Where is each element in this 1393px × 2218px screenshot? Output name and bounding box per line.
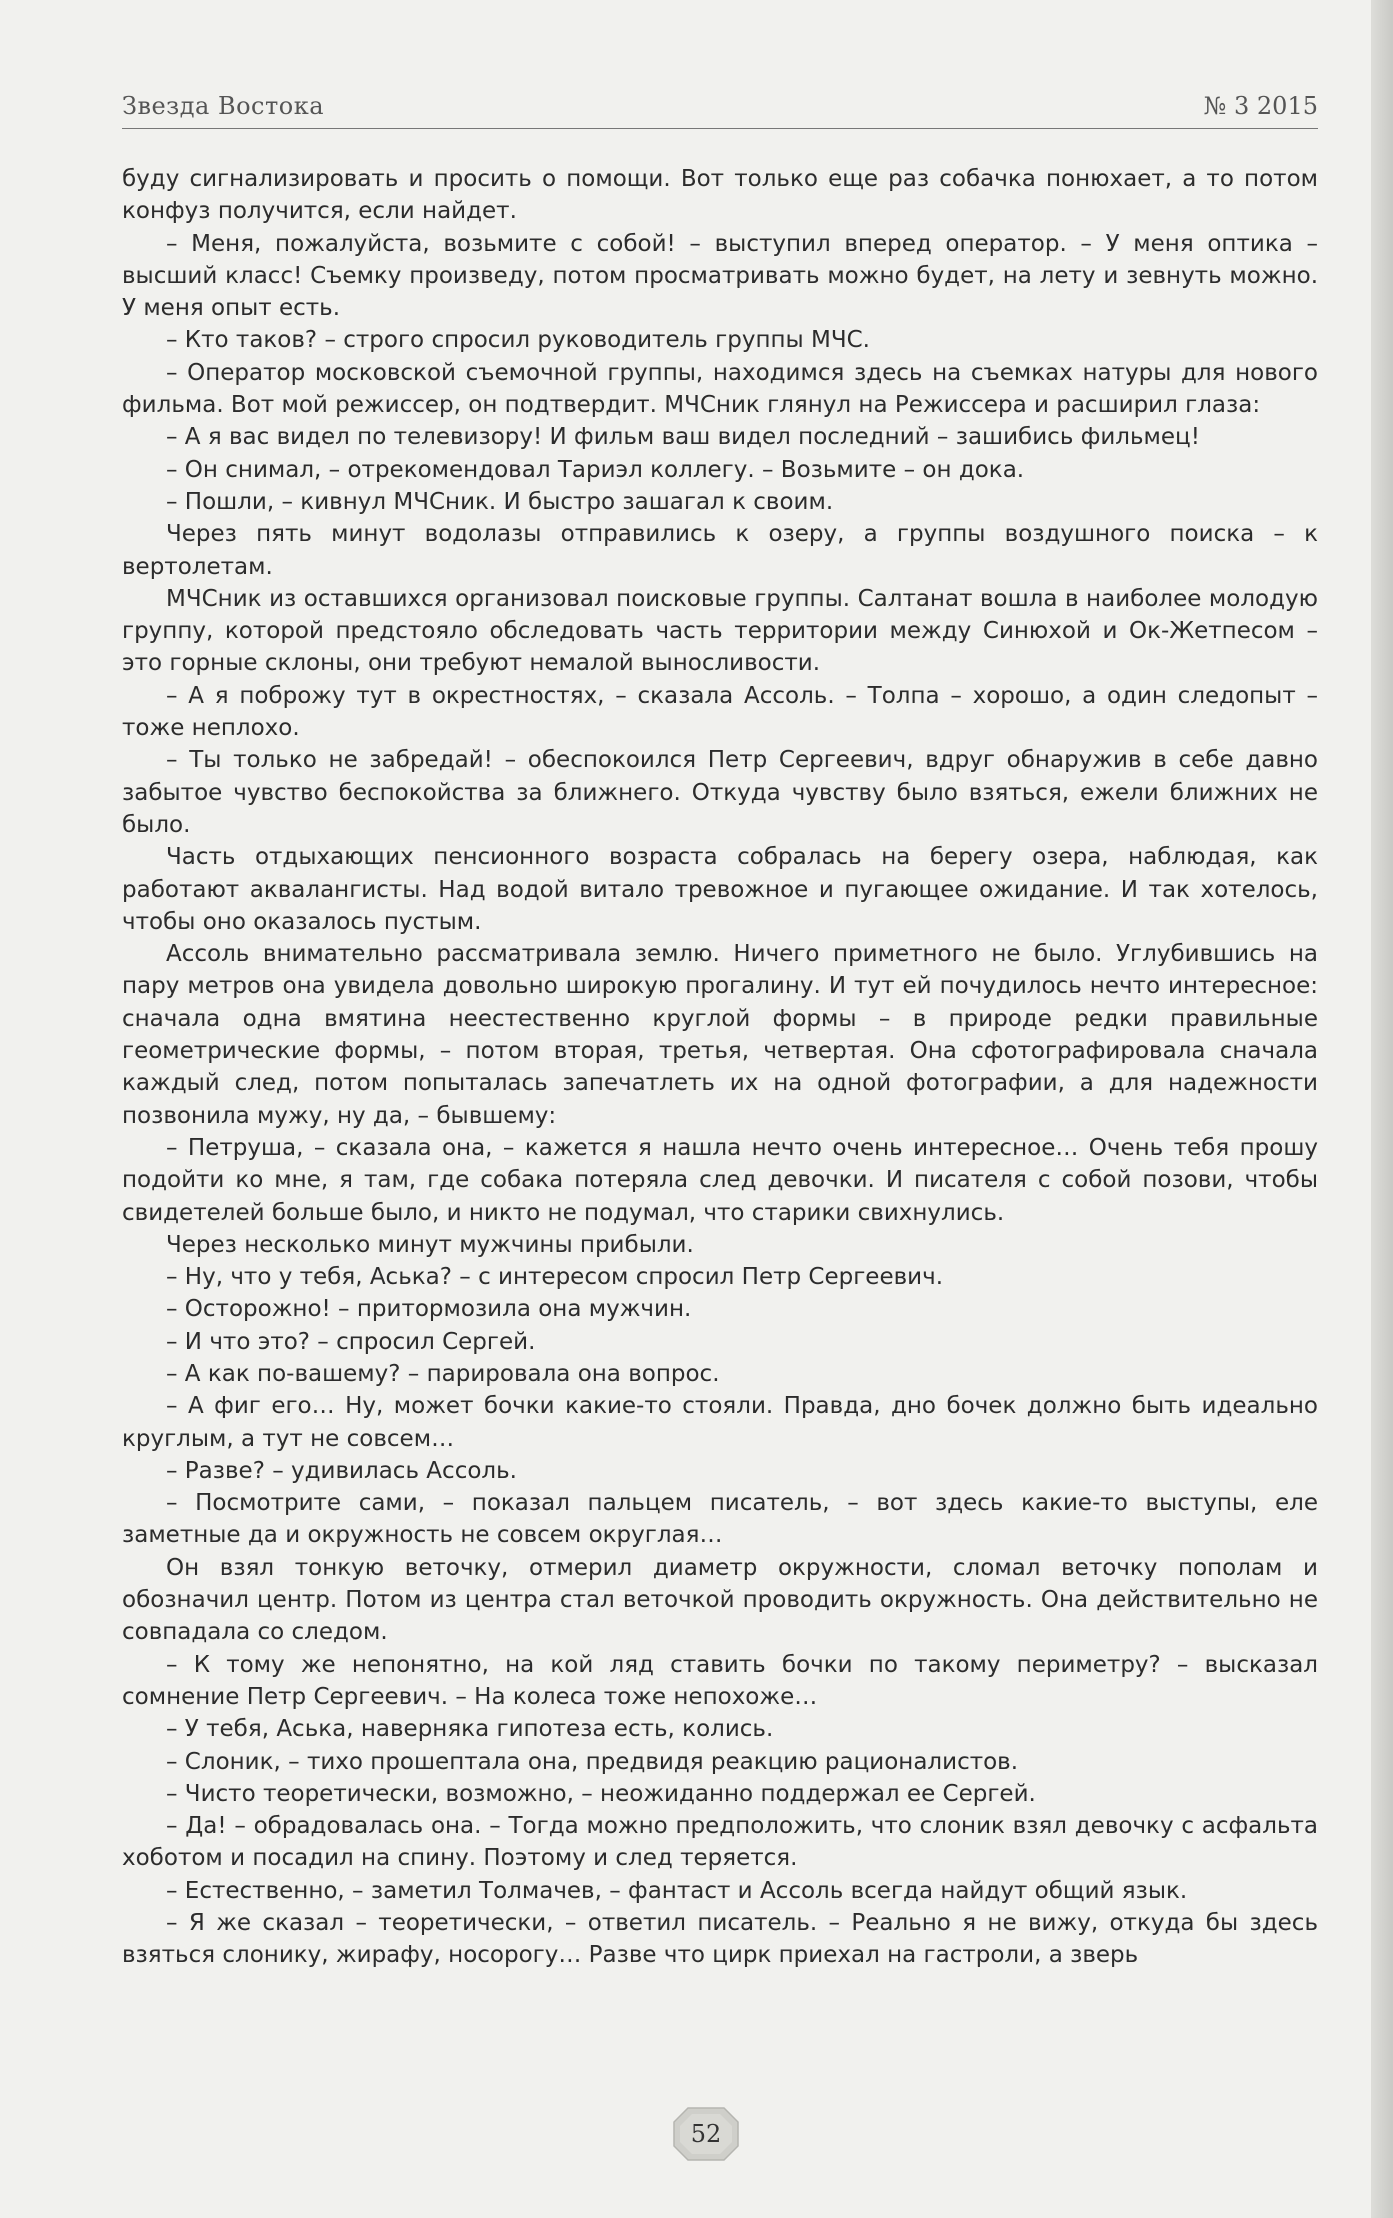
paragraph: – Естественно, – заметил Толмачев, – фантаст и Ассоль всегда найдут общий язык. — [166, 1877, 1188, 1904]
paragraph: – Разве? – удивилась Ассоль. — [166, 1457, 517, 1484]
page-number: 52 — [690, 2120, 722, 2148]
paragraph: – Слоник, – тихо прошептала она, предвидя реакцию рационалистов. — [166, 1748, 1019, 1775]
paragraph: – Да! – обрадовалась она. – Тогда можно предположить, что слоник взял девочку с асфальта хоботом и посадил на спину. Поэтому и след теряется. — [122, 1813, 1318, 1872]
paragraph: – Оператор московской съемочной группы, находимся здесь на съемках натуры для нового фильма. Вот мой режиссер, он подтвердит. МЧСник глянул на Режиссера и расширил глаза: — [122, 359, 1318, 419]
header-rule — [122, 128, 1318, 129]
issue-number: № 3 2015 — [1203, 92, 1318, 120]
paragraph: – Петруша, – сказала она, – кажется я нашла нечто очень интересное… Очень тебя прошу подойти ко мне, я там, где собака потеряла след девочки. И писателя с собой позови, чтобы свидетелей больше было, и никто не подумал, что старики свихнулись. — [122, 1134, 1318, 1226]
page-number-badge — [670, 2104, 742, 2164]
paragraph: – К тому же непонятно, на кой ляд ставить бочки по такому периметру? – высказал сомнение Петр Сергеевич. – На колеса тоже непохоже… — [122, 1651, 1318, 1710]
paragraph: буду сигнализировать и просить о помощи. Вот только еще раз собачка понюхает, а то потом конфуз получится, если найдет. — [122, 166, 1318, 225]
paragraph: – У тебя, Аська, наверняка гипотеза есть, колись. — [166, 1716, 774, 1743]
paragraph: – Меня, пожалуйста, возьмите с собой! – выступил вперед оператор. – У меня оптика – высший класс! Съемку произведу, потом просматривать можно будет, на лету и зевнуть можно. У меня опыт есть. — [122, 230, 1318, 322]
paragraph: Часть отдыхающих пенсионного возраста собралась на берегу озера, наблюдая, как работают аквалангисты. Над водой витало тревожное и пугающее ожидание. И так хотелось, чтобы оно оказалось пустым. — [122, 844, 1318, 935]
paragraph: Через пять минут водолазы отправились к озеру, а группы воздушного поиска – к вертолетам. — [122, 521, 1318, 580]
paragraph: – Посмотрите сами, – показал пальцем писатель, – вот здесь какие-то выступы, еле заметные да и окружность не совсем округлая… — [122, 1490, 1318, 1549]
paragraph: – Ну, что у тебя, Аська? – с интересом спросил Петр Сергеевич. — [166, 1264, 944, 1291]
paragraph: – А фиг его… Ну, может бочки какие-то стояли. Правда, дно бочек должно быть идеально круглым, а тут не совсем… — [122, 1393, 1318, 1452]
paragraph: Через несколько минут мужчины прибыли. — [166, 1231, 694, 1258]
paragraph: – А я вас видел по телевизору! И фильм ваш видел последний – зашибись фильмец! — [166, 424, 1200, 451]
paragraph: Он взял тонкую веточку, отмерил диаметр окружности, сломал веточку пополам и обозначил центр. Потом из центра стал веточкой проводить окружность. Она действительно не совпадала со следом. — [122, 1554, 1318, 1646]
paragraph: – Кто таков? – строго спросил руководитель группы МЧС. — [166, 327, 870, 354]
paragraph: – А как по-вашему? – парировала она вопрос. — [166, 1360, 720, 1387]
paragraph: – Чисто теоретически, возможно, – неожиданно поддержал ее Сергей. — [166, 1780, 1036, 1807]
paragraph: – Я же сказал – теоретически, – ответил писатель. – Реально я не вижу, откуда бы здесь взяться слонику, жирафу, носорогу… Разве что цирк приехал на гастроли, а зверь — [122, 1910, 1318, 1969]
paragraph: Ассоль внимательно рассматривала землю. Ничего приметного не было. Углубившись на пару метров она увидела довольно широкую прогалину. И тут ей почудилось нечто интересное: сначала одна вмятина неестественно круглой формы – в природе редки правильные геометрические формы, – потом вторая, третья, четвертая. Она сфотографировала сначала каждый след, потом попыталась запечатлеть их на одной фотографии, а для надежности позвонила мужу, ну да, – бывшему: — [122, 941, 1318, 1129]
journal-title: Звезда Востока — [122, 92, 325, 120]
paragraph: МЧСник из оставшихся организовал поисковые группы. Салтанат вошла в наиболее молодую группу, которой предстояло обследовать часть территории между Синюхой и Ок-Жетпесом – это горные склоны, они требуют немалой выносливости. — [122, 585, 1318, 677]
paragraph: – А я поброжу тут в окрестностях, – сказала Ассоль. – Толпа – хорошо, а один следопыт – тоже неплохо. — [122, 682, 1318, 742]
paragraph: – Он снимал, – отрекомендовал Тариэл коллегу. – Возьмите – он дока. — [166, 456, 1025, 483]
paragraph: – И что это? – спросил Сергей. — [166, 1328, 536, 1355]
running-header — [122, 92, 1318, 132]
paragraph: – Пошли, – кивнул МЧСник. И быстро зашагал к своим. — [166, 488, 834, 515]
paragraph: – Осторожно! – притормозила она мужчин. — [166, 1296, 692, 1323]
body-text — [122, 163, 1318, 1972]
paragraph: – Ты только не забредай! – обеспокоился Петр Сергеевич, вдруг обнаружив в себе давно забытое чувство беспокойства за ближнего. Откуда чувству было взяться, ежели ближних не было. — [122, 747, 1318, 838]
